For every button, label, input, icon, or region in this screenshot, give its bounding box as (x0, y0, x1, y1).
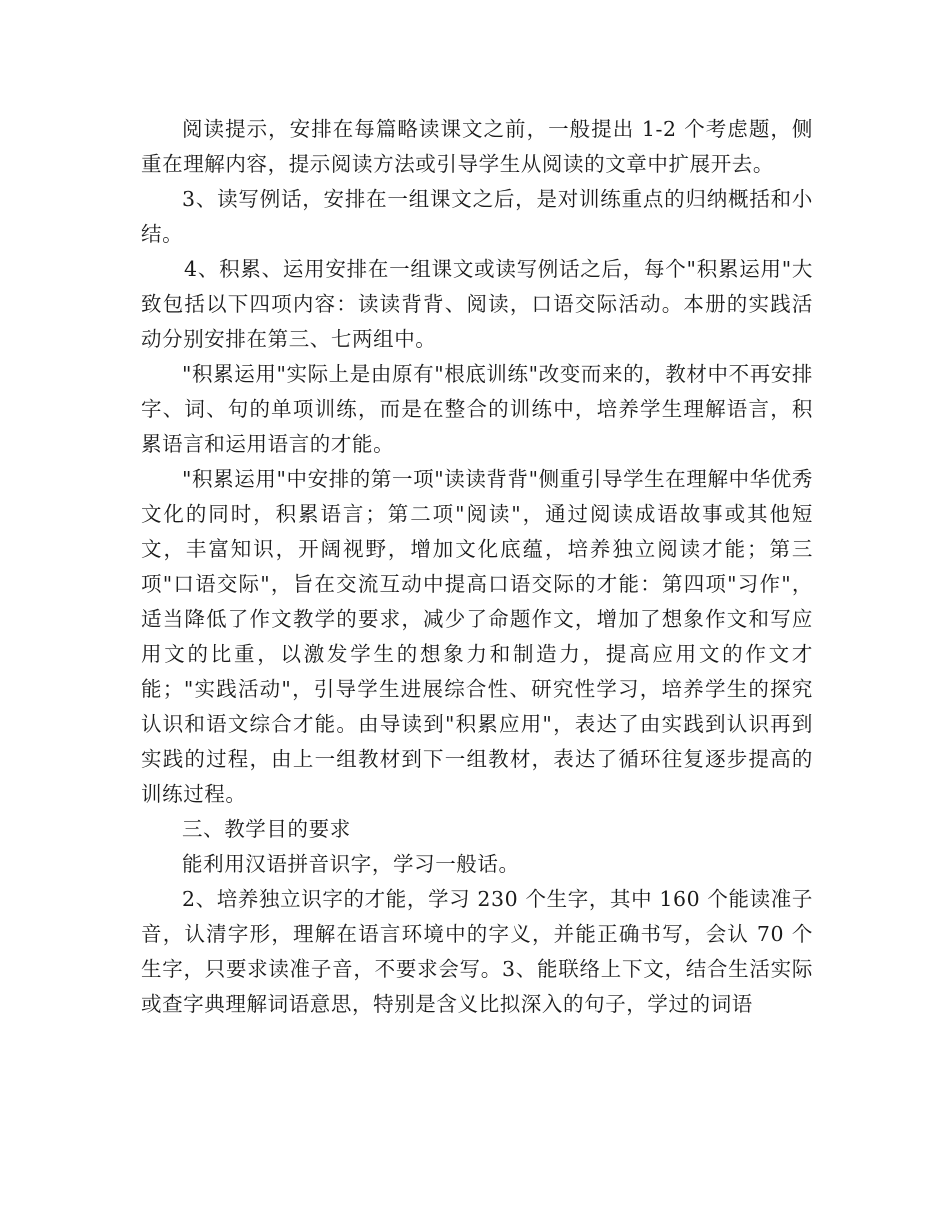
paragraph-literacy-skills: 2、培养独立识字的才能，学习 230 个生字，其中 160 个能读准子音，认清字形，理解在语言环境中的字义，并能正确书写，会认 70 个生字，只要求读准子音，不要求会写。3、能联络上下文，结合生活实际或查字典理解词语意思，特别是含义比拟深入的句子，学过的词语 (141, 887, 813, 1016)
paragraph-accumulation-usage: 4、积累、运用安排在一组课文或读写例话之后，每个"积累运用"大致包括以下四项内容：读读背背、阅读，口语交际活动。本册的实践活动分别安排在第三、七两组中。 (141, 257, 813, 351)
paragraph-pinyin: 能利用汉语拼音识字，学习一般话。 (182, 852, 520, 876)
paragraph-accumulation-items: "积累运用"中安排的第一项"读读背背"侧重引导学生在理解中华优秀文化的同时，积累语言；第二项"阅读"，通过阅读成语故事或其他短文，丰富知识，开阔视野，增加文化底蕴，培养独立阅读才能；第三项"口语交际"，旨在交流互动中提高口语交际的才能：第四项"习作"，适当降低了作文教学的要求，减少了命题作文，增加了想象作文和写应用文的比重，以激发学生的想象力和制造力，提高应用文的作文才能；"实践活动"，引导学生进展综合性、研究性学习，培养学生的探究认识和语文综合才能。由导读到"积累应用"，表达了由实践到认识再到实践的过程，由上一组教材到下一组教材，表达了循环往复逐步提高的训练过程。 (141, 467, 813, 806)
paragraph-accumulation-origin: "积累运用"实际上是由原有"根底训练"改变而来的，教材中不再安排字、词、句的单项训练，而是在整合的训练中，培养学生理解语言，积累语言和运用语言的才能。 (141, 362, 813, 456)
document-body (141, 112, 813, 1022)
section-heading-teaching-goals: 三、教学目的要求 (182, 817, 351, 841)
paragraph-reading-tips: 阅读提示，安排在每篇略读课文之前，一般提出 1-2 个考虑题，侧重在理解内容，提示阅读方法或引导学生从阅读的文章中扩展开去。 (141, 117, 813, 176)
paragraph-reading-writing-examples: 3、读写例话，安排在一组课文之后，是对训练重点的归纳概括和小结。 (141, 187, 813, 246)
